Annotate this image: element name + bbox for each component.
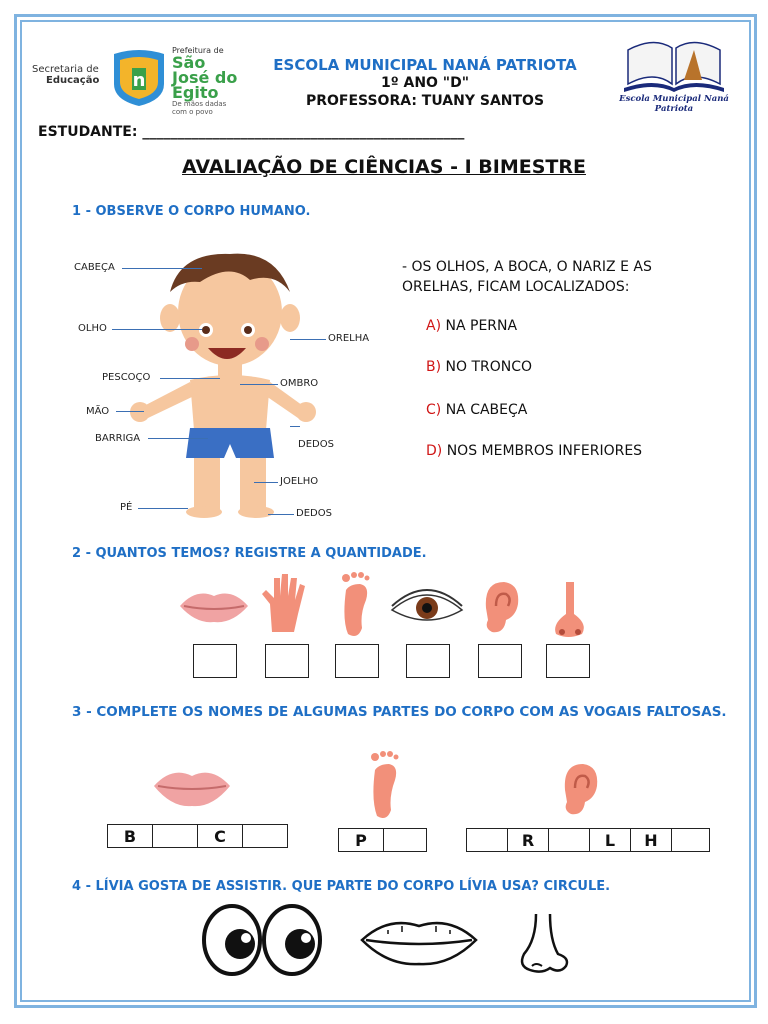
- q3-title: 3 - COMPLETE OS NOMES DE ALGUMAS PARTES DO CORPO COM AS VOGAIS FALTOSAS.: [72, 704, 727, 720]
- pointer-line: [148, 438, 208, 439]
- option-c[interactable]: [426, 402, 527, 418]
- mouth-outline-icon[interactable]: [358, 912, 480, 972]
- word-pe: [338, 828, 427, 852]
- answer-box-ear[interactable]: [478, 644, 522, 678]
- label-cabeca: CABEÇA: [74, 262, 115, 273]
- foot-icon: [365, 748, 405, 826]
- option-text: NA PERNA: [445, 318, 518, 334]
- label-dedos-hand: DEDOS: [298, 439, 334, 450]
- city-top: Prefeitura de: [172, 46, 224, 55]
- letter-cell: C: [198, 825, 243, 847]
- option-d[interactable]: [426, 443, 642, 459]
- answer-box-hand[interactable]: [265, 644, 309, 678]
- q1-question: - OS OLHOS, A BOCA, O NARIZ E AS ORELHAS, FICAM LOCALIZADOS:: [402, 259, 652, 295]
- nose-outline-icon[interactable]: [516, 910, 572, 980]
- answer-box-foot[interactable]: [335, 644, 379, 678]
- hand-icon: [258, 570, 308, 638]
- option-b[interactable]: [426, 359, 532, 375]
- letter-cell[interactable]: [549, 829, 590, 851]
- letter-cell: H: [631, 829, 672, 851]
- letter-cell: B: [108, 825, 153, 847]
- label-joelho: JOELHO: [280, 476, 319, 487]
- ear-icon: [556, 760, 602, 824]
- option-letter: D): [426, 443, 443, 459]
- pointer-line: [112, 329, 202, 330]
- option-letter: B): [426, 359, 442, 375]
- option-text: NOS MEMBROS INFERIORES: [446, 443, 643, 459]
- answer-box-eye[interactable]: [406, 644, 450, 678]
- letter-cell: L: [590, 829, 631, 851]
- option-a[interactable]: [426, 318, 517, 334]
- word-orelha: [466, 828, 710, 852]
- secretaria-logo: [32, 64, 112, 86]
- lips-icon: [178, 586, 250, 630]
- pointer-line: [160, 378, 220, 379]
- q2-title: 2 - QUANTOS TEMOS? REGISTRE A QUANTIDADE.: [72, 546, 427, 561]
- label-ombro: OMBRO: [280, 378, 319, 389]
- school-name: ESCOLA MUNICIPAL NANÁ PATRIOTA: [273, 56, 577, 74]
- word-boca: [107, 824, 288, 848]
- secretaria-line2: Educação: [46, 75, 100, 86]
- label-orelha: ORELHA: [328, 333, 370, 344]
- pointer-line: [290, 339, 326, 340]
- school-logo-caption: Escola Municipal Naná Patriota: [619, 94, 729, 114]
- letter-cell[interactable]: [672, 829, 709, 851]
- label-dedos-foot: DEDOS: [296, 508, 332, 519]
- city-name: São José do Egito: [172, 53, 238, 102]
- pointer-line: [254, 482, 278, 483]
- label-mao: MÃO: [86, 406, 110, 417]
- lips-icon: [152, 764, 232, 814]
- option-text: NA CABEÇA: [445, 402, 528, 418]
- q1-title: 1 - OBSERVE O CORPO HUMANO.: [72, 204, 311, 219]
- grade: 1º ANO "D": [380, 75, 470, 91]
- pointer-line: [122, 268, 202, 269]
- label-pescoco: PESCOÇO: [102, 372, 151, 383]
- teacher: PROFESSORA: TUANY SANTOS: [305, 93, 545, 109]
- pointer-line: [138, 508, 188, 509]
- city-tagline: De mãos dadas com o povo: [172, 100, 227, 116]
- ear-icon: [478, 578, 522, 642]
- pointer-line: [290, 426, 300, 427]
- letter-cell[interactable]: [243, 825, 287, 847]
- option-letter: C): [426, 402, 442, 418]
- answer-box-nose[interactable]: [546, 644, 590, 678]
- letter-cell[interactable]: [467, 829, 508, 851]
- city-shield-icon: [110, 48, 168, 108]
- svg-text:n: n: [132, 70, 146, 91]
- pointer-line: [240, 384, 278, 385]
- secretaria-line1: Secretaria de: [32, 64, 99, 75]
- label-pe: PÉ: [120, 502, 133, 513]
- letter-cell[interactable]: [153, 825, 198, 847]
- answer-box-lips[interactable]: [193, 644, 237, 678]
- option-letter: A): [426, 318, 442, 334]
- pointer-line: [268, 514, 294, 515]
- label-barriga: BARRIGA: [95, 433, 141, 444]
- student-name-line[interactable]: ESTUDANTE: ______________________________________________: [38, 124, 465, 140]
- pointer-line: [116, 411, 144, 412]
- label-olho: OLHO: [78, 323, 107, 334]
- q4-title: 4 - LÍVIA GOSTA DE ASSISTIR. QUE PARTE DO CORPO LÍVIA USA? CIRCULE.: [72, 879, 611, 894]
- eyes-icon[interactable]: [200, 902, 324, 982]
- letter-cell: R: [508, 829, 549, 851]
- nose-icon: [546, 580, 592, 644]
- letter-cell: P: [339, 829, 384, 851]
- city-logo: [172, 46, 252, 116]
- option-text: NO TRONCO: [445, 359, 533, 375]
- foot-icon: [336, 570, 376, 644]
- exam-title: AVALIAÇÃO DE CIÊNCIAS - I BIMESTRE: [182, 156, 586, 178]
- book-logo-icon: [614, 40, 734, 98]
- eye-icon: [388, 586, 466, 634]
- letter-cell[interactable]: [384, 829, 426, 851]
